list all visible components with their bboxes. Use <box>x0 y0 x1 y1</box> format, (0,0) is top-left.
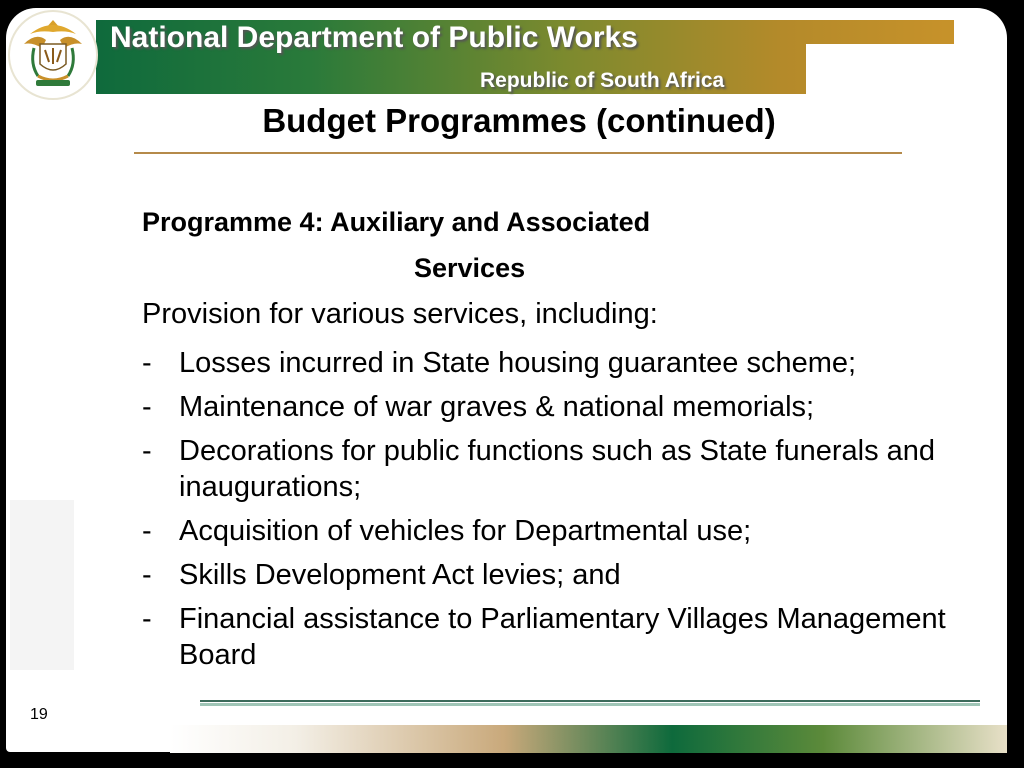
header-cutout-top <box>954 20 994 44</box>
list-item-text: Skills Development Act levies; and <box>179 559 621 591</box>
list-item-text: Maintenance of war graves & national memorials; <box>179 391 815 423</box>
list-item-text: Acquisition of vehicles for Departmental use; <box>179 515 752 547</box>
programme-heading-line1: Programme 4: Auxiliary and Associated <box>142 207 651 237</box>
title-divider <box>134 152 902 154</box>
bullet-marker: - <box>142 559 152 591</box>
bullet-marker: - <box>142 347 152 379</box>
left-shade <box>10 500 74 670</box>
list-item <box>142 389 952 425</box>
list-item <box>142 433 952 505</box>
bottom-divider <box>200 700 980 702</box>
organization-name: National Department of Public Works <box>110 21 638 54</box>
programme-heading <box>142 199 952 291</box>
list-item-text: Decorations for public functions such as State funerals and inaugurations; <box>179 435 936 503</box>
bullet-marker: - <box>142 603 152 635</box>
coat-of-arms-icon <box>16 14 90 94</box>
bullet-list <box>142 345 952 673</box>
bullet-marker: - <box>142 391 152 423</box>
bullet-marker: - <box>142 435 152 467</box>
header-cutout <box>806 44 966 98</box>
page-number: 19 <box>30 706 48 723</box>
bullet-marker: - <box>142 515 152 547</box>
list-item <box>142 345 952 381</box>
slide-content <box>142 199 952 673</box>
list-item <box>142 601 952 673</box>
programme-heading-line2: Services <box>414 253 526 283</box>
bottom-divider-highlight <box>200 703 980 706</box>
slide-title: Budget Programmes (continued) <box>262 102 776 139</box>
intro-text: Provision for various services, including: <box>142 298 658 330</box>
list-item <box>142 513 952 549</box>
list-item-text: Losses incurred in State housing guarantee scheme; <box>179 347 857 379</box>
list-item <box>142 557 952 593</box>
list-item-text: Financial assistance to Parliamentary Villages Management Board <box>179 603 946 671</box>
footer-band <box>170 725 1007 753</box>
organization-subtitle: Republic of South Africa <box>480 69 725 92</box>
